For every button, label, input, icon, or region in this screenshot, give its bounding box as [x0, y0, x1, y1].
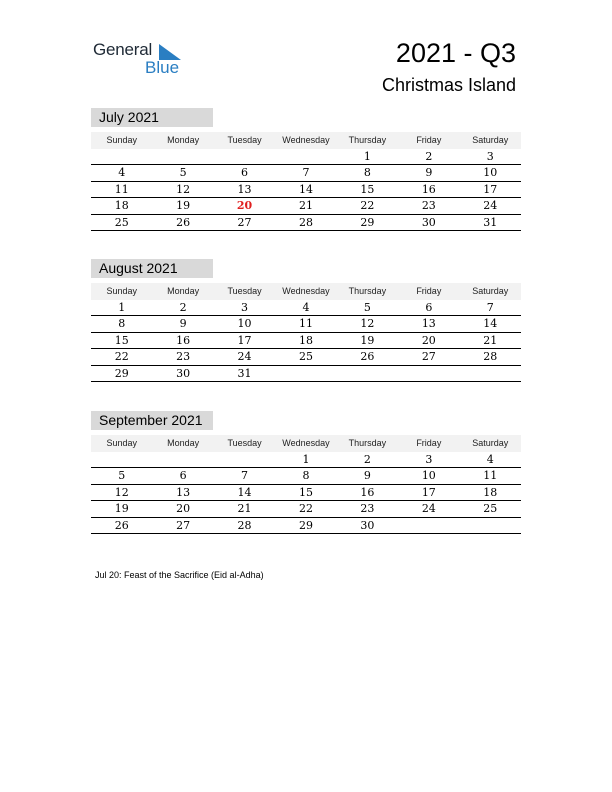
day-cell: 18 — [483, 485, 498, 499]
day-cell: 12 — [176, 182, 191, 196]
day-cell — [91, 452, 152, 467]
weekday-label: Wednesday — [282, 135, 330, 145]
day-cell — [460, 366, 521, 381]
month-name: July 2021 — [91, 108, 213, 127]
day-cell — [152, 452, 213, 467]
holiday-notes — [95, 570, 264, 580]
week-row — [91, 452, 521, 468]
logo — [93, 40, 193, 80]
weekday-header — [91, 435, 521, 452]
day-cell: 27 — [237, 215, 252, 229]
day-cell: 8 — [302, 469, 310, 483]
day-cell: 8 — [118, 317, 126, 331]
day-cell: 5 — [363, 301, 371, 314]
weekday-label: Friday — [416, 135, 442, 145]
day-cell: 10 — [237, 317, 252, 331]
day-cell: 16 — [421, 182, 436, 196]
weekday-label: Sunday — [106, 135, 137, 145]
day-cell: 1 — [302, 453, 310, 466]
day-cell: 9 — [363, 469, 371, 483]
day-cell — [152, 149, 213, 164]
day-cell — [398, 366, 459, 381]
day-cell: 29 — [298, 518, 313, 532]
weekday-header — [91, 283, 521, 300]
day-cell: 26 — [360, 350, 375, 364]
day-cell — [275, 149, 336, 164]
day-cell: 4 — [486, 453, 494, 466]
day-cell: 22 — [360, 199, 375, 213]
day-cell: 21 — [237, 502, 252, 516]
day-cell: 24 — [483, 199, 498, 213]
day-cell: 4 — [118, 166, 126, 180]
day-cell: 6 — [241, 166, 249, 180]
day-cell: 20 — [236, 199, 253, 213]
day-cell: 1 — [118, 301, 126, 314]
day-cell: 13 — [176, 485, 191, 499]
day-cell: 15 — [360, 182, 375, 196]
weekday-label: Monday — [167, 438, 200, 448]
day-cell: 29 — [360, 215, 375, 229]
day-cell: 6 — [179, 469, 187, 483]
month-august — [91, 259, 521, 382]
weekday-label: Friday — [416, 438, 442, 448]
day-cell: 2 — [425, 150, 433, 163]
day-cell: 19 — [176, 199, 191, 213]
page-subtitle: Christmas Island — [381, 75, 516, 95]
day-cell: 26 — [176, 215, 191, 229]
day-cell: 20 — [176, 502, 191, 516]
month-september — [91, 411, 521, 534]
day-cell: 31 — [237, 366, 252, 380]
weekday-label: Wednesday — [282, 286, 330, 296]
day-cell — [91, 149, 152, 164]
holiday-note: Jul 20: Feast of the Sacrifice (Eid al-Adha) — [95, 570, 264, 580]
month-july — [91, 108, 521, 231]
day-cell: 22 — [298, 502, 313, 516]
week-row — [91, 349, 521, 365]
week-row — [91, 333, 521, 349]
weekday-label: Tuesday — [227, 438, 262, 448]
day-cell: 27 — [176, 518, 191, 532]
day-cell: 5 — [179, 166, 187, 180]
day-cell: 10 — [483, 166, 498, 180]
day-cell: 20 — [421, 333, 436, 347]
week-row — [91, 149, 521, 165]
day-cell — [460, 518, 521, 533]
day-cell: 18 — [114, 199, 129, 213]
month-name: September 2021 — [91, 411, 213, 430]
day-cell: 28 — [483, 350, 498, 364]
day-cell: 15 — [298, 485, 313, 499]
day-cell: 21 — [298, 199, 313, 213]
weekday-label: Sunday — [106, 438, 137, 448]
weekday-label: Thursday — [348, 135, 387, 145]
day-cell: 25 — [483, 502, 498, 516]
logo-blue-text: Blue — [145, 58, 180, 77]
weekday-label: Monday — [167, 135, 200, 145]
week-row — [91, 316, 521, 332]
weekday-label: Sunday — [106, 286, 137, 296]
day-cell: 30 — [421, 215, 436, 229]
week-row — [91, 366, 521, 382]
day-cell: 17 — [421, 485, 436, 499]
day-cell: 23 — [421, 199, 436, 213]
day-cell: 3 — [486, 150, 494, 163]
weekday-header — [91, 132, 521, 149]
week-row — [91, 300, 521, 316]
day-cell: 25 — [298, 350, 313, 364]
day-cell: 28 — [298, 215, 313, 229]
week-row — [91, 518, 521, 534]
day-cell: 14 — [483, 317, 498, 331]
day-cell: 23 — [360, 502, 375, 516]
weekday-label: Thursday — [348, 438, 387, 448]
day-cell: 2 — [179, 301, 187, 314]
day-cell — [275, 366, 336, 381]
day-cell: 12 — [360, 317, 375, 331]
day-cell: 25 — [114, 215, 129, 229]
weekday-label: Saturday — [472, 135, 509, 145]
week-row — [91, 215, 521, 231]
day-cell: 23 — [176, 350, 191, 364]
week-row — [91, 501, 521, 517]
day-cell — [214, 149, 275, 164]
weekday-label: Tuesday — [227, 135, 262, 145]
weekday-label: Saturday — [472, 286, 509, 296]
week-row — [91, 468, 521, 484]
day-cell: 7 — [241, 469, 249, 483]
day-cell: 4 — [302, 301, 310, 314]
weekday-label: Tuesday — [227, 286, 262, 296]
day-cell: 31 — [483, 215, 498, 229]
day-cell — [398, 518, 459, 533]
weekday-label: Thursday — [348, 286, 387, 296]
day-cell: 16 — [176, 333, 191, 347]
logo-general-text: General — [93, 40, 153, 59]
day-cell: 16 — [360, 485, 375, 499]
day-cell: 30 — [360, 518, 375, 532]
day-cell: 27 — [421, 350, 436, 364]
day-cell: 1 — [363, 150, 371, 163]
day-cell: 13 — [421, 317, 436, 331]
day-cell: 14 — [237, 485, 252, 499]
weekday-label: Wednesday — [282, 438, 330, 448]
day-cell: 8 — [363, 166, 371, 180]
day-cell: 6 — [425, 301, 433, 314]
weekday-label: Saturday — [472, 438, 509, 448]
day-cell: 15 — [114, 333, 129, 347]
day-cell: 11 — [298, 317, 313, 331]
day-cell: 2 — [363, 453, 371, 466]
day-cell — [337, 366, 398, 381]
day-cell: 17 — [483, 182, 498, 196]
weekday-label: Monday — [167, 286, 200, 296]
day-cell: 7 — [486, 301, 494, 314]
day-cell: 3 — [425, 453, 433, 466]
month-name: August 2021 — [91, 259, 213, 278]
day-cell: 13 — [237, 182, 252, 196]
day-cell: 5 — [118, 469, 126, 483]
week-row — [91, 182, 521, 198]
day-cell: 24 — [237, 350, 252, 364]
day-cell: 19 — [360, 333, 375, 347]
day-cell: 18 — [298, 333, 313, 347]
day-cell: 22 — [114, 350, 129, 364]
day-cell: 21 — [483, 333, 498, 347]
page-title: 2021 - Q3 — [395, 38, 516, 68]
day-cell: 29 — [114, 366, 129, 380]
day-cell: 19 — [114, 502, 129, 516]
day-cell: 30 — [176, 366, 191, 380]
day-cell: 9 — [179, 317, 187, 331]
day-cell: 9 — [425, 166, 433, 180]
day-cell: 11 — [483, 469, 498, 483]
day-cell: 28 — [237, 518, 252, 532]
week-row — [91, 165, 521, 181]
day-cell — [214, 452, 275, 467]
day-cell: 12 — [114, 485, 129, 499]
day-cell: 3 — [241, 301, 249, 314]
day-cell: 26 — [114, 518, 129, 532]
day-cell: 24 — [421, 502, 436, 516]
weekday-label: Friday — [416, 286, 442, 296]
day-cell: 7 — [302, 166, 310, 180]
day-cell: 10 — [421, 469, 436, 483]
day-cell: 17 — [237, 333, 252, 347]
week-row — [91, 485, 521, 501]
day-cell: 11 — [114, 182, 129, 196]
day-cell: 14 — [298, 182, 313, 196]
week-row — [91, 198, 521, 214]
